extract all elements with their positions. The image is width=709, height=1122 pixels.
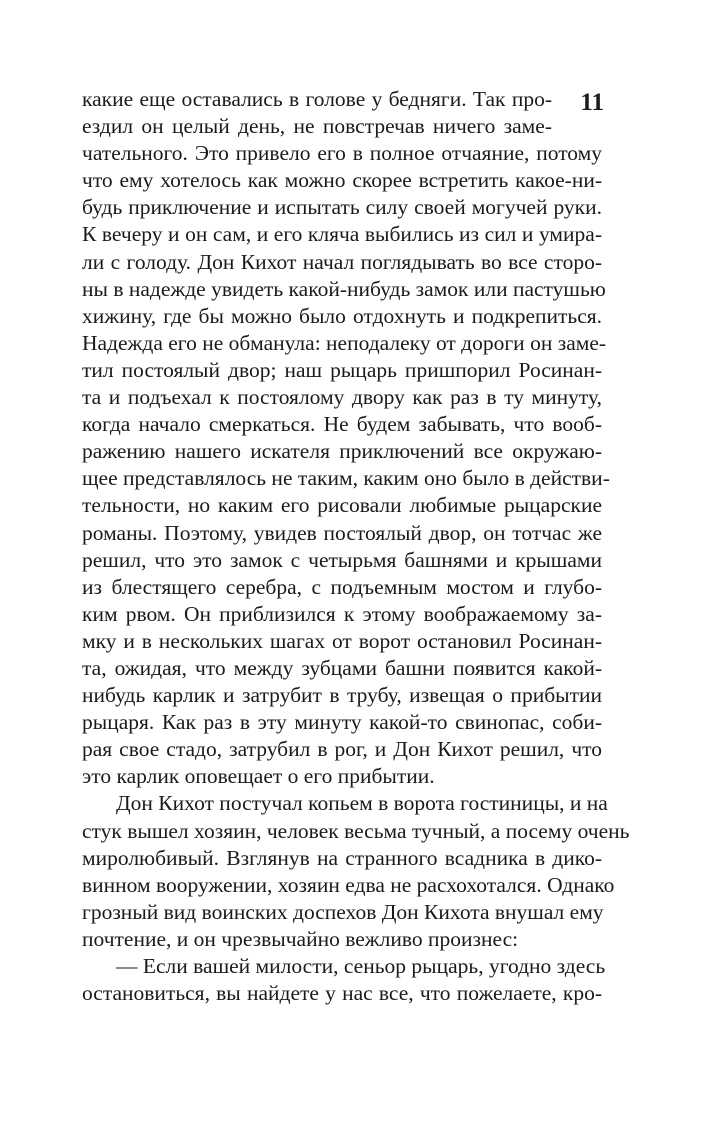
text-line: почтение, и он чрезвычайно вежливо произнес:	[82, 926, 519, 951]
text-line: щее представлялось не таким, каким оно было в действи-	[82, 466, 610, 491]
text-line: ким рвом. Он приблизился к этому воображаемому за-	[82, 601, 602, 626]
text-line: из блестящего серебра, с подъемным мостом и глубо-	[82, 574, 602, 599]
text-line: грозный вид воинских доспехов Дон Кихота внушал ему	[82, 899, 604, 924]
text-line: мку и в нескольких шагах от ворот остановил Росинан-	[82, 628, 602, 653]
text-line: остановиться, вы найдете у нас все, что пожелаете, кро-	[82, 981, 602, 1006]
text-line: будь приключение и испытать силу своей могучей руки.	[82, 195, 602, 220]
text-line: чательного. Это привело его в полное отчаяние, потому	[82, 141, 602, 166]
text-line: это карлик оповещает о его прибытии.	[82, 764, 435, 789]
text-line: романы. Поэтому, увидев постоялый двор, он тотчас же	[82, 520, 602, 545]
body-text	[82, 86, 630, 1007]
text-line: ли с голоду. Дон Кихот начал поглядывать во все сторо-	[82, 249, 602, 274]
text-line: та и подъехал к постоялому двору как раз в ту минуту,	[82, 385, 602, 410]
text-line: винном вооружении, хозяин едва не расхохотался. Однако	[82, 872, 615, 897]
text-line: решил, что это замок с четырьмя башнями и крышами	[82, 547, 602, 572]
text-line: когда начало смеркаться. Не будем забывать, что вооб-	[82, 412, 602, 437]
text-line: ражению нашего искателя приключений все окружаю-	[82, 439, 602, 464]
text-line: рыцаря. Как раз в эту минуту какой-то свинопас, соби-	[82, 710, 602, 735]
text-line: хижину, где бы можно было отдохнуть и подкрепиться.	[82, 303, 602, 328]
text-line: миролюбивый. Взглянув на странного всадника в дико-	[82, 845, 602, 870]
page-number: 11	[580, 89, 604, 116]
text-line: — Если вашей милости, сеньор рыцарь, угодно здесь	[116, 954, 606, 978]
text-line: тельности, но каким его рисовали любимые рыцарские	[82, 493, 602, 518]
text-line: стук вышел хозяин, человек весьма тучный, а посему очень	[82, 818, 630, 843]
text-line: тил постоялый двор; наш рыцарь пришпорил Росинан-	[82, 357, 602, 382]
text-line: Дон Кихот постучал копьем в ворота гостиницы, и на	[116, 791, 608, 816]
text-line: ны в надежде увидеть какой-нибудь замок или пастушью	[82, 276, 606, 301]
text-line: нибудь карлик и затрубит в трубу, извещая о прибытии	[82, 683, 602, 708]
text-line: рая свое стадо, затрубил в рог, и Дон Кихот решил, что	[82, 737, 602, 762]
text-line: какие еще оставались в голове у бедняги. Так про-	[82, 87, 552, 111]
text-line: Надежда его не обманула: неподалеку от дороги он заме-	[82, 330, 607, 355]
text-line: та, ожидая, что между зубцами башни появится какой-	[82, 655, 602, 680]
text-line: что ему хотелось как можно скорее встретить какое-ни-	[82, 168, 602, 193]
text-line: ездил он целый день, не повстречав ничего заме-	[82, 114, 552, 139]
text-line: К вечеру и он сам, и его кляча выбились из сил и умира-	[82, 222, 602, 247]
